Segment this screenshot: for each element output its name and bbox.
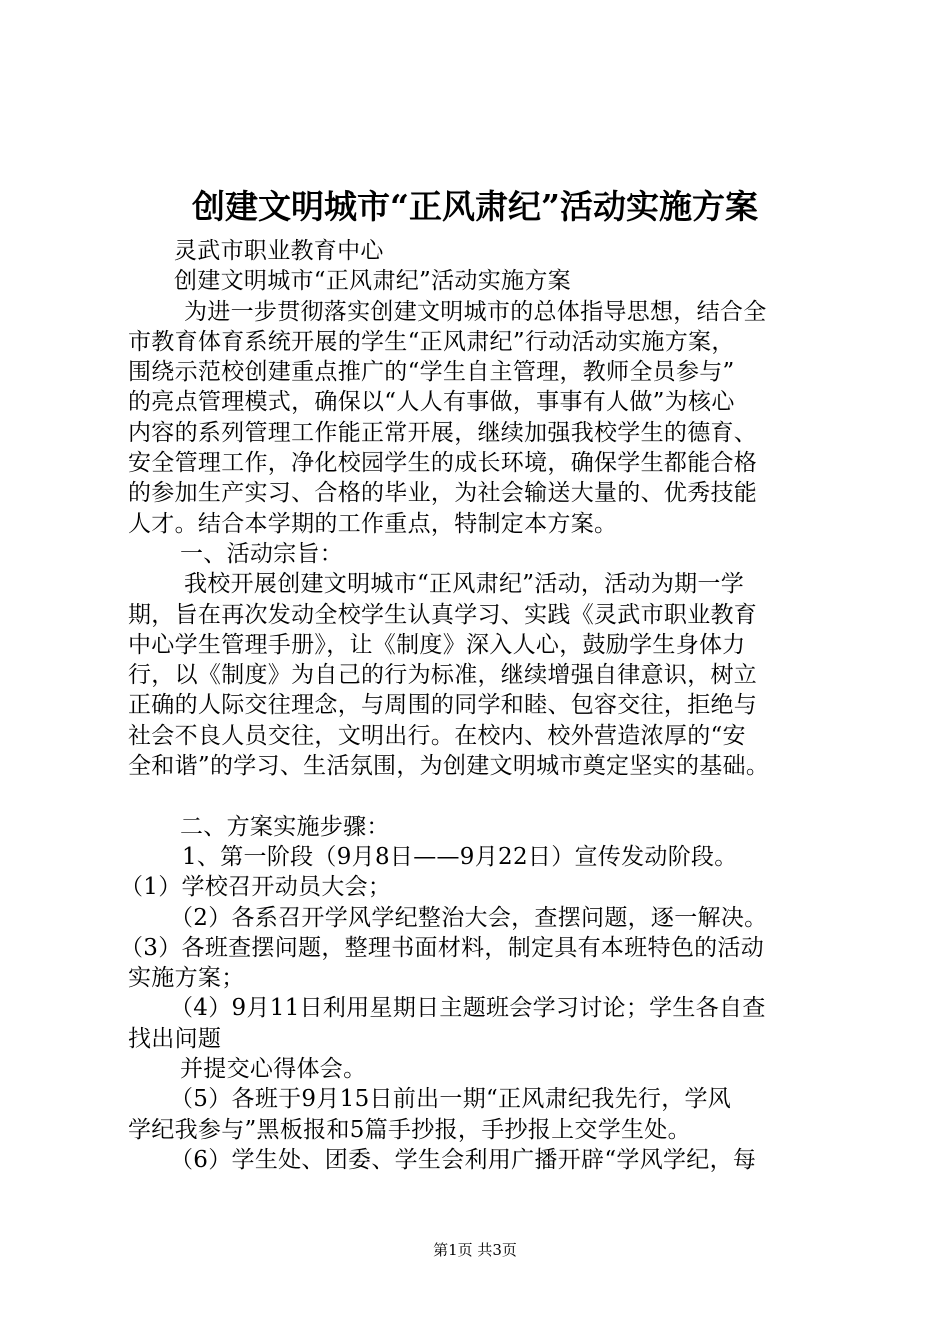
body-line: 为进一步贯彻落实创建文明城市的总体指导思想，结合全 <box>184 298 767 325</box>
body-line: 全和谐”的学习、生活氛围，为创建文明城市奠定坚实的基础。 <box>128 753 770 780</box>
body-line: （5）各班于9月15日前出一期“正风肃纪我先行，学风 <box>170 1086 732 1113</box>
body-line: 中心学生管理手册》，让《制度》深入人心，鼓励学生身体力 <box>128 631 746 658</box>
body-line: 二、方案实施步骤： <box>180 813 390 840</box>
body-line: 实施方案； <box>128 965 245 992</box>
body-line: （6）学生处、团委、学生会利用广播开辟“学风学纪，每 <box>170 1146 757 1173</box>
body-line: 并提交心得体会。 <box>180 1056 367 1083</box>
body-line: 市教育体育系统开展的学生“正风肃纪”行动活动实施方案， <box>128 328 735 355</box>
body-line: 1、第一阶段（9月8日——9月22日）宣传发动阶段。 <box>182 843 738 870</box>
body-line: 创建文明城市“正风肃纪”活动实施方案 <box>174 268 571 295</box>
body-line: 围绕示范校创建重点推广的“学生自主管理，教师全员参与” <box>128 359 735 386</box>
body-line: 学纪我参与”黑板报和5篇手抄报，手抄报上交学生处。 <box>128 1116 691 1143</box>
body-line: 内容的系列管理工作能正常开展，继续加强我校学生的德育、 <box>128 419 758 446</box>
body-line: 灵武市职业教育中心 <box>174 238 384 264</box>
body-line: （1）学校召开动员大会； <box>120 874 392 901</box>
blank-line <box>128 781 834 811</box>
body-line: （3）各班查摆问题，整理书面材料，制定具有本班特色的活动 <box>120 934 765 961</box>
document-body <box>120 236 834 1175</box>
body-line: 期，旨在再次发动全校学生认真学习、实践《灵武市职业教育 <box>128 601 758 628</box>
body-line: 人才。结合本学期的工作重点，特制定本方案。 <box>128 510 618 537</box>
body-line: 的参加生产实习、合格的毕业，为社会输送大量的、优秀技能 <box>128 480 758 507</box>
body-line: （4）9月11日利用星期日主题班会学习讨论；学生各自查 <box>170 995 766 1022</box>
page-footer: 第1页 共3页 <box>433 1241 517 1259</box>
body-line: （2）各系召开学风学纪整治大会，查摆问题，逐一解决。 <box>170 904 768 931</box>
body-line: 社会不良人员交往，文明出行。在校内、校外营造浓厚的“安 <box>128 722 746 749</box>
body-line: 的亮点管理模式，确保以“人人有事做，事事有人做”为核心 <box>128 389 735 416</box>
body-line: 安全管理工作，净化校园学生的成长环境，确保学生都能合格 <box>128 450 758 477</box>
body-line: 正确的人际交往理念，与周围的同学和睦、包容交往，拒绝与 <box>128 692 758 719</box>
body-line: 一、活动宗旨： <box>180 540 344 567</box>
body-line: 行，以《制度》为自己的行为标准，继续增强自律意识，树立 <box>128 662 758 689</box>
body-line: 我校开展创建文明城市“正风肃纪”活动，活动为期一学 <box>184 571 745 598</box>
document-title: 创建文明城市“正风肃纪”活动实施方案 <box>192 187 758 226</box>
body-line: 找出问题 <box>128 1025 222 1052</box>
